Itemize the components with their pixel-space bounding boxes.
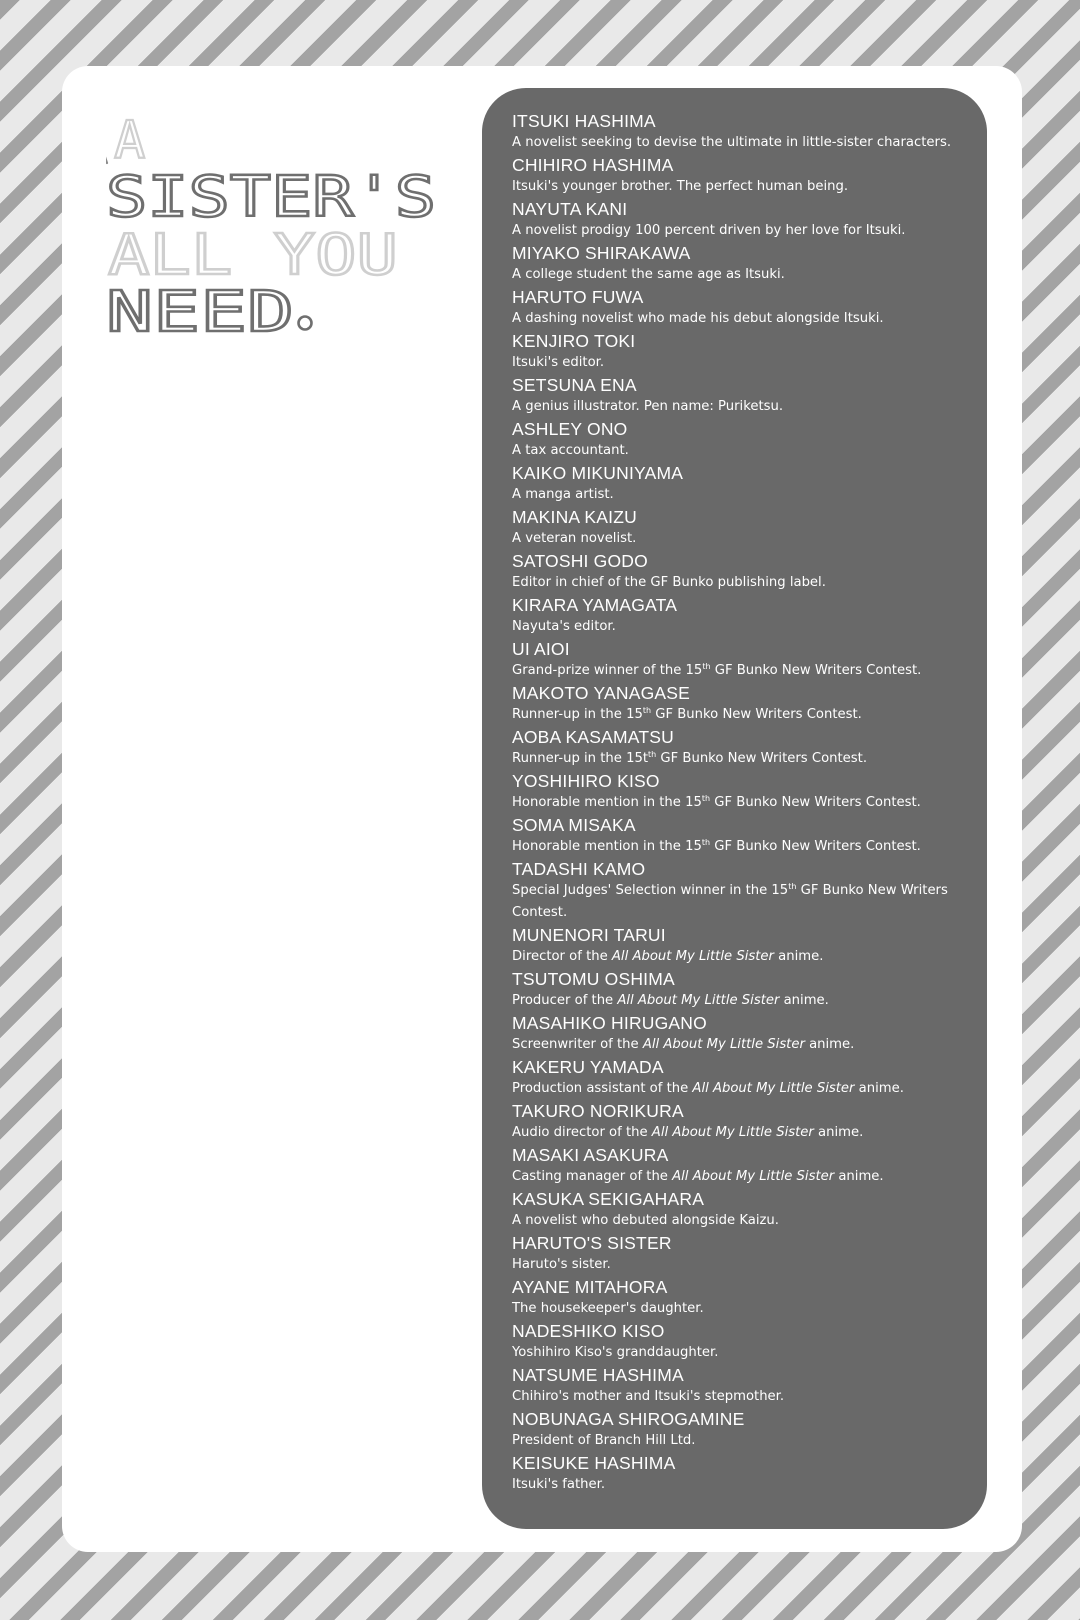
character-entry (512, 682, 977, 726)
description-text: Screenwriter of the (512, 1037, 643, 1052)
logo-line-3: ALL YOU (108, 223, 398, 288)
character-description: Editor in chief of the GF Bunko publishing label. (512, 575, 826, 590)
description-text: Runner-up in the 15t (512, 751, 649, 766)
character-name: NOBUNAGA SHIROGAMINE (512, 1409, 745, 1429)
character-name: KAIKO MIKUNIYAMA (512, 463, 684, 483)
work-title: All About My Little Sister (651, 1125, 814, 1140)
character-entry (512, 1012, 977, 1056)
description-text: Audio director of the (512, 1125, 652, 1140)
character-description: A dashing novelist who made his debut alongside Itsuki. (512, 311, 884, 326)
character-entry (512, 1232, 977, 1276)
logo-line-1: A (114, 111, 146, 171)
description-text: Casting manager of the (512, 1169, 673, 1184)
description-text: Production assistant of the (512, 1081, 693, 1096)
character-name: HARUTO FUWA (512, 287, 644, 307)
character-entry (512, 418, 977, 462)
character-description: Itsuki's younger brother. The perfect human being. (512, 179, 849, 194)
character-entry (512, 242, 977, 286)
character-name: AOBA KASAMATSU (512, 727, 674, 747)
character-description: Chihiro's mother and Itsuki's stepmother. (512, 1389, 785, 1404)
ordinal-suffix: th (648, 750, 657, 759)
character-description: President of Branch Hill Ltd. (512, 1433, 696, 1448)
character-description (512, 1166, 977, 1188)
character-description (512, 660, 977, 682)
character-name: NAYUTA KANI (512, 199, 628, 219)
character-description: A college student the same age as Itsuki. (512, 267, 785, 282)
logo-line-2: SISTER'S (106, 165, 436, 230)
title-logo (106, 106, 456, 346)
character-entry (512, 1188, 977, 1232)
character-name: MUNENORI TARUI (512, 925, 666, 945)
logo-period-dot (299, 317, 312, 330)
character-entry (512, 374, 977, 418)
character-name: ASHLEY ONO (512, 419, 628, 439)
character-name: SOMA MISAKA (512, 815, 636, 835)
character-name: TADASHI KAMO (512, 859, 646, 879)
character-description: A novelist who debuted alongside Kaizu. (512, 1213, 779, 1228)
character-entry (512, 506, 977, 550)
character-description (512, 836, 977, 858)
character-description: A genius illustrator. Pen name: Puriketsu. (512, 399, 784, 414)
page-panel (62, 66, 1022, 1552)
character-entry (512, 286, 977, 330)
character-description (512, 946, 977, 968)
character-name: MAKOTO YANAGASE (512, 683, 691, 703)
character-entry (512, 1100, 977, 1144)
character-description (512, 1122, 977, 1144)
ordinal-suffix: th (642, 706, 652, 715)
character-entry (512, 770, 977, 814)
description-text: Producer of the (512, 993, 618, 1008)
character-name: UI AIOI (512, 639, 570, 659)
character-entry (512, 638, 977, 682)
character-name: SATOSHI GODO (512, 551, 648, 571)
description-text: anime. (779, 993, 829, 1008)
character-entry (512, 858, 977, 924)
description-text: Honorable mention in the 15 (512, 839, 702, 854)
character-description (512, 1078, 977, 1100)
logo-line-4: NEED (106, 280, 294, 345)
description-text: Runner-up in the 15 (512, 707, 643, 722)
character-name: CHIHIRO HASHIMA (512, 155, 674, 175)
description-text: anime. (813, 1125, 864, 1140)
description-text: Special Judges' Selection winner in the 15 (512, 883, 789, 898)
title-logo-art (106, 106, 456, 346)
character-name: YOSHIHIRO KISO (512, 771, 660, 791)
character-entry (512, 726, 977, 770)
character-description (512, 1034, 977, 1056)
character-name: KEISUKE HASHIMA (512, 1453, 676, 1473)
character-entry (512, 550, 977, 594)
character-description (512, 792, 977, 814)
work-title: All About My Little Sister (617, 993, 780, 1008)
work-title: All About My Little Sister (611, 949, 774, 964)
description-text: anime. (804, 1037, 855, 1052)
character-name: KAKERU YAMADA (512, 1057, 664, 1077)
character-description: Yoshihiro Kiso's granddaughter. (512, 1345, 719, 1360)
character-description: A novelist seeking to devise the ultimate in little-sister characters. (512, 135, 952, 150)
description-text: anime. (834, 1169, 884, 1184)
character-name: MASAHIKO HIRUGANO (512, 1013, 707, 1033)
description-text: Grand-prize winner of the 15 (512, 663, 703, 678)
description-text: GF Bunko New Writers Contest. (710, 795, 921, 810)
character-name: TAKURO NORIKURA (512, 1101, 684, 1121)
character-entry (512, 330, 977, 374)
character-entry (512, 154, 977, 198)
ordinal-suffix: th (701, 838, 711, 847)
character-name: ITSUKI HASHIMA (512, 111, 656, 131)
character-entry (512, 1320, 977, 1364)
character-description: Itsuki's editor. (512, 355, 605, 370)
character-entry (512, 968, 977, 1012)
character-name: SETSUNA ENA (512, 375, 637, 395)
character-name: MASAKI ASAKURA (512, 1145, 669, 1165)
ordinal-suffix: th (701, 794, 711, 803)
character-description: Itsuki's father. (512, 1477, 606, 1492)
character-entry (512, 1364, 977, 1408)
description-text: GF Bunko New Writers Contest. (710, 663, 922, 678)
work-title: All About My Little Sister (692, 1081, 855, 1096)
character-entry (512, 198, 977, 242)
character-description: The housekeeper's daughter. (512, 1301, 704, 1316)
character-name: TSUTOMU OSHIMA (512, 969, 675, 989)
ordinal-suffix: th (702, 662, 711, 671)
character-name: NATSUME HASHIMA (512, 1365, 684, 1385)
character-entry (512, 1452, 977, 1496)
character-description: Nayuta's editor. (512, 619, 616, 634)
character-entry (512, 814, 977, 858)
description-text: Honorable mention in the 15 (512, 795, 702, 810)
character-entry (512, 1144, 977, 1188)
character-description: A novelist prodigy 100 percent driven by her love for Itsuki. (512, 223, 906, 238)
description-text: GF Bunko New Writers Contest. (710, 839, 921, 854)
description-text: GF Bunko New Writers Contest. (512, 883, 948, 920)
character-name: KIRARA YAMAGATA (512, 595, 678, 615)
character-entry (512, 1276, 977, 1320)
character-description (512, 990, 977, 1012)
description-text: anime. (773, 949, 824, 964)
character-name: NADESHIKO KISO (512, 1321, 665, 1341)
description-text: Director of the (512, 949, 612, 964)
character-name: AYANE MITAHORA (512, 1277, 668, 1297)
work-title: All About My Little Sister (642, 1037, 805, 1052)
character-description (512, 748, 977, 770)
ordinal-suffix: th (788, 882, 797, 891)
character-name: MIYAKO SHIRAKAWA (512, 243, 691, 263)
character-entry (512, 1056, 977, 1100)
character-name: HARUTO'S SISTER (512, 1233, 672, 1253)
character-name: KASUKA SEKIGAHARA (512, 1189, 705, 1209)
character-entry (512, 462, 977, 506)
description-text: GF Bunko New Writers Contest. (656, 751, 868, 766)
character-name: KENJIRO TOKI (512, 331, 636, 351)
character-entry (512, 924, 977, 968)
character-entry (512, 1408, 977, 1452)
character-name: MAKINA KAIZU (512, 507, 637, 527)
description-text: GF Bunko New Writers Contest. (651, 707, 862, 722)
character-entry (512, 594, 977, 638)
work-title: All About My Little Sister (672, 1169, 835, 1184)
character-description (512, 880, 977, 924)
character-list (482, 88, 987, 1529)
character-description: A veteran novelist. (512, 531, 637, 546)
character-description (512, 704, 977, 726)
character-entry (512, 110, 977, 154)
description-text: anime. (854, 1081, 904, 1096)
character-description: A manga artist. (512, 487, 614, 502)
character-description: A tax accountant. (512, 443, 629, 458)
character-description: Haruto's sister. (512, 1257, 611, 1272)
